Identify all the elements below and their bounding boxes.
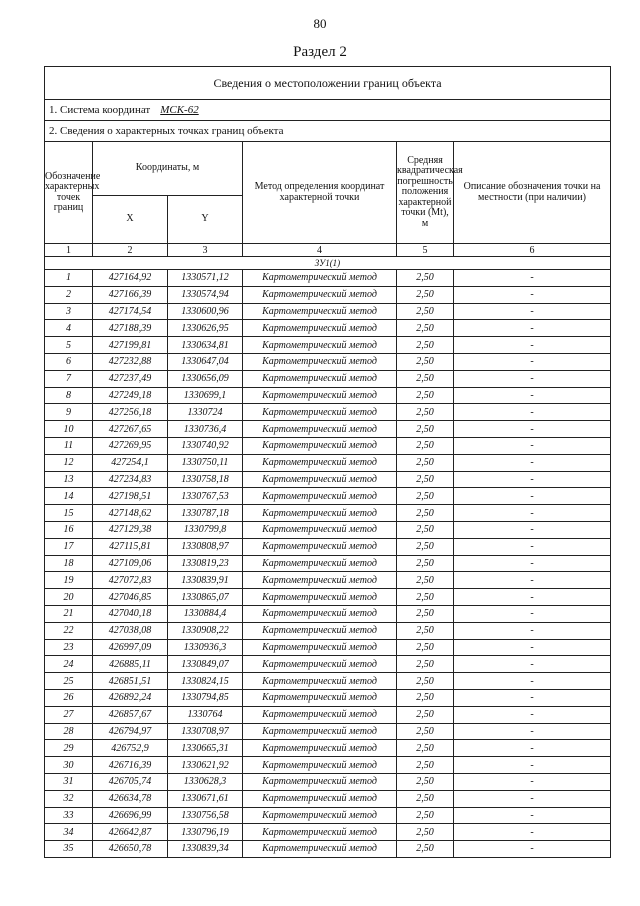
coord-x-cell: 427166,39 [93, 286, 168, 303]
description-cell: - [454, 622, 611, 639]
table-row [45, 639, 611, 656]
coord-x-cell: 427254,1 [93, 454, 168, 471]
column-number: 6 [454, 244, 611, 257]
coord-x-cell: 426696,99 [93, 807, 168, 824]
description-cell: - [454, 505, 611, 522]
method-cell: Картометрический метод [243, 555, 397, 572]
table-row [45, 689, 611, 706]
table-row [45, 421, 611, 438]
description-cell: - [454, 454, 611, 471]
header-point-designation: Обозначение характерных точек границ [45, 142, 93, 244]
method-cell: Картометрический метод [243, 689, 397, 706]
description-cell: - [454, 387, 611, 404]
coord-y-cell: 1330574,94 [168, 286, 243, 303]
method-cell: Картометрический метод [243, 437, 397, 454]
coord-x-cell: 427249,18 [93, 387, 168, 404]
coord-x-cell: 427109,06 [93, 555, 168, 572]
method-cell: Картометрический метод [243, 807, 397, 824]
description-cell: - [454, 320, 611, 337]
accuracy-cell: 2,50 [397, 572, 454, 589]
column-number: 5 [397, 244, 454, 257]
coord-y-cell: 1330764 [168, 706, 243, 723]
table-row [45, 656, 611, 673]
coord-x-cell: 427199,81 [93, 337, 168, 354]
column-number: 3 [168, 244, 243, 257]
description-cell: - [454, 790, 611, 807]
table-row [45, 589, 611, 606]
coord-x-cell: 426885,11 [93, 656, 168, 673]
description-cell: - [454, 538, 611, 555]
table-row [45, 286, 611, 303]
header-accuracy: Средняя квадратическая погрешность положения характерной точки (Mt), м [397, 142, 454, 244]
coord-y-cell: 1330865,07 [168, 589, 243, 606]
boundary-points-table [44, 66, 611, 858]
table-row [45, 454, 611, 471]
description-cell: - [454, 488, 611, 505]
description-cell: - [454, 303, 611, 320]
point-number-cell: 8 [45, 387, 93, 404]
description-cell: - [454, 757, 611, 774]
points-label: 2. Сведения о характерных точках границ объекта [45, 121, 611, 142]
method-cell: Картометрический метод [243, 706, 397, 723]
coord-y-cell: 1330796,19 [168, 824, 243, 841]
point-number-cell: 33 [45, 807, 93, 824]
method-cell: Картометрический метод [243, 740, 397, 757]
coord-x-cell: 426851,51 [93, 673, 168, 690]
column-number: 2 [93, 244, 168, 257]
coord-x-cell: 427234,83 [93, 471, 168, 488]
accuracy-cell: 2,50 [397, 337, 454, 354]
accuracy-cell: 2,50 [397, 807, 454, 824]
accuracy-cell: 2,50 [397, 673, 454, 690]
description-cell: - [454, 471, 611, 488]
table-row [45, 387, 611, 404]
coord-y-cell: 1330628,3 [168, 773, 243, 790]
table-row [45, 706, 611, 723]
description-cell: - [454, 740, 611, 757]
method-cell: Картометрический метод [243, 757, 397, 774]
accuracy-cell: 2,50 [397, 454, 454, 471]
table-row [45, 673, 611, 690]
table-row [45, 790, 611, 807]
method-cell: Картометрический метод [243, 353, 397, 370]
coord-x-cell: 427148,62 [93, 505, 168, 522]
points-label-row [45, 121, 611, 142]
table-row [45, 807, 611, 824]
accuracy-cell: 2,50 [397, 723, 454, 740]
coord-y-cell: 1330671,61 [168, 790, 243, 807]
point-number-cell: 30 [45, 757, 93, 774]
coord-x-cell: 426642,87 [93, 824, 168, 841]
coord-y-cell: 1330708,97 [168, 723, 243, 740]
point-number-cell: 9 [45, 404, 93, 421]
method-cell: Картометрический метод [243, 790, 397, 807]
coord-x-cell: 427072,83 [93, 572, 168, 589]
description-cell: - [454, 824, 611, 841]
method-cell: Картометрический метод [243, 471, 397, 488]
table-row [45, 572, 611, 589]
point-number-cell: 28 [45, 723, 93, 740]
accuracy-cell: 2,50 [397, 622, 454, 639]
point-number-cell: 24 [45, 656, 93, 673]
point-number-cell: 15 [45, 505, 93, 522]
point-number-cell: 31 [45, 773, 93, 790]
description-cell: - [454, 605, 611, 622]
coord-x-cell: 426857,67 [93, 706, 168, 723]
header-method: Метод определения координат характерной точки [243, 142, 397, 244]
coord-y-cell: 1330626,95 [168, 320, 243, 337]
point-number-cell: 5 [45, 337, 93, 354]
coord-y-cell: 1330571,12 [168, 270, 243, 287]
method-cell: Картометрический метод [243, 572, 397, 589]
page-number: 80 [313, 16, 327, 31]
table-row [45, 538, 611, 555]
coord-y-cell: 1330736,4 [168, 421, 243, 438]
method-cell: Картометрический метод [243, 320, 397, 337]
coord-x-cell: 426716,39 [93, 757, 168, 774]
point-number-cell: 35 [45, 841, 93, 858]
table-row [45, 773, 611, 790]
table-row [45, 270, 611, 287]
coord-y-cell: 1330787,18 [168, 505, 243, 522]
column-number: 1 [45, 244, 93, 257]
method-cell: Картометрический метод [243, 538, 397, 555]
coord-x-cell: 426705,74 [93, 773, 168, 790]
method-cell: Картометрический метод [243, 639, 397, 656]
table-row [45, 370, 611, 387]
coord-x-cell: 427232,88 [93, 353, 168, 370]
coord-x-cell: 427129,38 [93, 521, 168, 538]
description-cell: - [454, 841, 611, 858]
table-row [45, 471, 611, 488]
description-cell: - [454, 639, 611, 656]
accuracy-cell: 2,50 [397, 404, 454, 421]
coord-y-cell: 1330699,1 [168, 387, 243, 404]
description-cell: - [454, 773, 611, 790]
coord-x-cell: 427164,92 [93, 270, 168, 287]
point-number-cell: 29 [45, 740, 93, 757]
accuracy-cell: 2,50 [397, 589, 454, 606]
point-number-cell: 17 [45, 538, 93, 555]
table-row [45, 605, 611, 622]
method-cell: Картометрический метод [243, 286, 397, 303]
method-cell: Картометрический метод [243, 605, 397, 622]
coord-x-cell: 426794,97 [93, 723, 168, 740]
description-cell: - [454, 437, 611, 454]
accuracy-cell: 2,50 [397, 841, 454, 858]
point-number-cell: 32 [45, 790, 93, 807]
header-y: Y [168, 196, 243, 244]
method-cell: Картометрический метод [243, 841, 397, 858]
table-row [45, 505, 611, 522]
point-number-cell: 19 [45, 572, 93, 589]
method-cell: Картометрический метод [243, 505, 397, 522]
point-number-cell: 6 [45, 353, 93, 370]
accuracy-cell: 2,50 [397, 639, 454, 656]
coord-x-cell: 427269,95 [93, 437, 168, 454]
point-number-cell: 20 [45, 589, 93, 606]
accuracy-cell: 2,50 [397, 505, 454, 522]
method-cell: Картометрический метод [243, 656, 397, 673]
coord-y-cell: 1330824,15 [168, 673, 243, 690]
description-cell: - [454, 689, 611, 706]
table-row [45, 555, 611, 572]
coord-system-cell [45, 100, 611, 121]
accuracy-cell: 2,50 [397, 286, 454, 303]
method-cell: Картометрический метод [243, 454, 397, 471]
method-cell: Картометрический метод [243, 303, 397, 320]
point-number-cell: 26 [45, 689, 93, 706]
coord-x-cell: 427115,81 [93, 538, 168, 555]
method-cell: Картометрический метод [243, 521, 397, 538]
coord-y-cell: 1330819,23 [168, 555, 243, 572]
header-row-1 [45, 142, 611, 196]
description-cell: - [454, 723, 611, 740]
method-cell: Картометрический метод [243, 673, 397, 690]
coord-system-label: 1. Система координат [49, 104, 151, 116]
accuracy-cell: 2,50 [397, 773, 454, 790]
coord-x-cell: 427188,39 [93, 320, 168, 337]
coord-y-cell: 1330740,92 [168, 437, 243, 454]
coord-y-cell: 1330936,3 [168, 639, 243, 656]
coord-x-cell: 426752,9 [93, 740, 168, 757]
header-description: Описание обозначения точки на местности (при наличии) [454, 142, 611, 244]
coord-y-cell: 1330656,09 [168, 370, 243, 387]
point-number-cell: 18 [45, 555, 93, 572]
table-row [45, 757, 611, 774]
method-cell: Картометрический метод [243, 270, 397, 287]
table-row [45, 437, 611, 454]
header-coordinates: Координаты, м [93, 142, 243, 196]
method-cell: Картометрический метод [243, 387, 397, 404]
description-cell: - [454, 404, 611, 421]
method-cell: Картометрический метод [243, 824, 397, 841]
table-row [45, 353, 611, 370]
coord-x-cell: 427256,18 [93, 404, 168, 421]
coord-y-cell: 1330724 [168, 404, 243, 421]
description-cell: - [454, 521, 611, 538]
coord-y-cell: 1330621,92 [168, 757, 243, 774]
coord-y-cell: 1330750,11 [168, 454, 243, 471]
coord-y-cell: 1330908,22 [168, 622, 243, 639]
coord-x-cell: 427046,85 [93, 589, 168, 606]
description-cell: - [454, 370, 611, 387]
point-number-cell: 23 [45, 639, 93, 656]
description-cell: - [454, 286, 611, 303]
coord-y-cell: 1330665,31 [168, 740, 243, 757]
coord-y-cell: 1330884,4 [168, 605, 243, 622]
section-title: Раздел 2 [293, 44, 347, 60]
coord-x-cell: 426650,78 [93, 841, 168, 858]
accuracy-cell: 2,50 [397, 824, 454, 841]
accuracy-cell: 2,50 [397, 555, 454, 572]
accuracy-cell: 2,50 [397, 353, 454, 370]
point-number-cell: 2 [45, 286, 93, 303]
point-number-cell: 3 [45, 303, 93, 320]
table-row [45, 521, 611, 538]
accuracy-cell: 2,50 [397, 740, 454, 757]
coord-x-cell: 427267,65 [93, 421, 168, 438]
point-number-cell: 1 [45, 270, 93, 287]
table-row [45, 740, 611, 757]
table-row [45, 488, 611, 505]
coord-y-cell: 1330808,97 [168, 538, 243, 555]
coord-x-cell: 427038,08 [93, 622, 168, 639]
point-number-cell: 16 [45, 521, 93, 538]
method-cell: Картометрический метод [243, 337, 397, 354]
coord-system-row [45, 100, 611, 121]
coord-y-cell: 1330634,81 [168, 337, 243, 354]
accuracy-cell: 2,50 [397, 757, 454, 774]
point-number-cell: 34 [45, 824, 93, 841]
accuracy-cell: 2,50 [397, 521, 454, 538]
coord-y-cell: 1330600,96 [168, 303, 243, 320]
method-cell: Картометрический метод [243, 723, 397, 740]
coord-x-cell: 427040,18 [93, 605, 168, 622]
table-row [45, 303, 611, 320]
method-cell: Картометрический метод [243, 404, 397, 421]
accuracy-cell: 2,50 [397, 471, 454, 488]
coord-y-cell: 1330839,34 [168, 841, 243, 858]
method-cell: Картометрический метод [243, 421, 397, 438]
accuracy-cell: 2,50 [397, 790, 454, 807]
description-cell: - [454, 270, 611, 287]
coord-x-cell: 426892,24 [93, 689, 168, 706]
accuracy-cell: 2,50 [397, 303, 454, 320]
accuracy-cell: 2,50 [397, 370, 454, 387]
accuracy-cell: 2,50 [397, 437, 454, 454]
description-cell: - [454, 353, 611, 370]
coord-x-cell: 426997,09 [93, 639, 168, 656]
description-cell: - [454, 421, 611, 438]
point-number-cell: 21 [45, 605, 93, 622]
coord-y-cell: 1330758,18 [168, 471, 243, 488]
accuracy-cell: 2,50 [397, 656, 454, 673]
accuracy-cell: 2,50 [397, 605, 454, 622]
description-cell: - [454, 589, 611, 606]
point-number-cell: 10 [45, 421, 93, 438]
description-cell: - [454, 807, 611, 824]
coord-y-cell: 1330647,04 [168, 353, 243, 370]
table-row [45, 337, 611, 354]
group-row [45, 257, 611, 270]
point-number-cell: 22 [45, 622, 93, 639]
accuracy-cell: 2,50 [397, 270, 454, 287]
accuracy-cell: 2,50 [397, 706, 454, 723]
point-number-cell: 12 [45, 454, 93, 471]
point-number-cell: 27 [45, 706, 93, 723]
description-cell: - [454, 572, 611, 589]
table-row [45, 320, 611, 337]
coord-y-cell: 1330849,07 [168, 656, 243, 673]
description-cell: - [454, 706, 611, 723]
point-number-cell: 7 [45, 370, 93, 387]
method-cell: Картометрический метод [243, 622, 397, 639]
coord-x-cell: 427198,51 [93, 488, 168, 505]
description-cell: - [454, 555, 611, 572]
table-row [45, 404, 611, 421]
point-number-cell: 13 [45, 471, 93, 488]
table-row [45, 824, 611, 841]
coord-y-cell: 1330756,58 [168, 807, 243, 824]
point-number-cell: 4 [45, 320, 93, 337]
header-x: X [93, 196, 168, 244]
method-cell: Картометрический метод [243, 370, 397, 387]
group-label: ЗУ1(1) [45, 257, 611, 270]
table-row [45, 723, 611, 740]
method-cell: Картометрический метод [243, 773, 397, 790]
coord-x-cell: 427174,54 [93, 303, 168, 320]
table-caption: Сведения о местоположении границ объекта [45, 67, 611, 100]
column-numbers-row [45, 244, 611, 257]
coord-y-cell: 1330799,8 [168, 521, 243, 538]
coord-y-cell: 1330839,91 [168, 572, 243, 589]
table-row [45, 841, 611, 858]
point-number-cell: 11 [45, 437, 93, 454]
description-cell: - [454, 656, 611, 673]
description-cell: - [454, 673, 611, 690]
accuracy-cell: 2,50 [397, 538, 454, 555]
accuracy-cell: 2,50 [397, 689, 454, 706]
coord-x-cell: 427237,49 [93, 370, 168, 387]
accuracy-cell: 2,50 [397, 387, 454, 404]
method-cell: Картометрический метод [243, 589, 397, 606]
coord-y-cell: 1330767,53 [168, 488, 243, 505]
point-number-cell: 25 [45, 673, 93, 690]
coord-system-value: МСК-62 [160, 104, 199, 116]
method-cell: Картометрический метод [243, 488, 397, 505]
accuracy-cell: 2,50 [397, 421, 454, 438]
point-number-cell: 14 [45, 488, 93, 505]
table-row [45, 622, 611, 639]
accuracy-cell: 2,50 [397, 320, 454, 337]
table-caption-row [45, 67, 611, 100]
accuracy-cell: 2,50 [397, 488, 454, 505]
description-cell: - [454, 337, 611, 354]
coord-x-cell: 426634,78 [93, 790, 168, 807]
coord-y-cell: 1330794,85 [168, 689, 243, 706]
column-number: 4 [243, 244, 397, 257]
